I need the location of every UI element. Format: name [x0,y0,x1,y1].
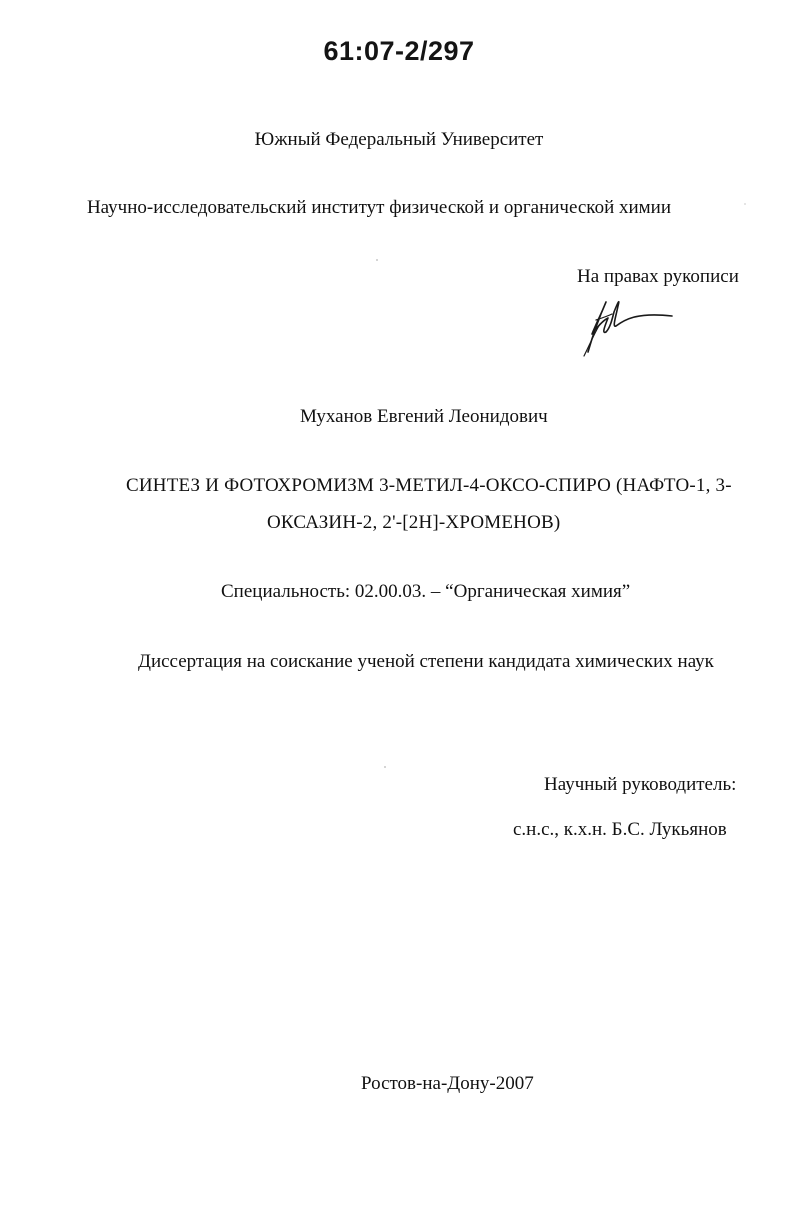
city-year: Ростов-на-Дону-2007 [361,1073,534,1094]
scan-speck [744,203,746,205]
university-name: Южный Федеральный Университет [254,129,544,150]
specialty: Специальность: 02.00.03. – “Органическая химия” [221,581,631,602]
author-name: Муханов Евгений Леонидович [300,406,548,427]
manuscript-note: На правах рукописи [577,266,739,287]
supervisor-label: Научный руководитель: [544,774,737,795]
thesis-title-line-2: ОКСАЗИН-2, 2'-[2Н]-ХРОМЕНОВ) [267,512,561,533]
scan-speck [384,766,386,768]
supervisor-name: с.н.с., к.х.н. Б.С. Лукьянов [513,819,727,840]
archive-code-stamp: 61:07-2/297 [323,36,475,66]
dissertation-type: Диссертация на соискание ученой степени кандидата химических наук [138,651,714,672]
signature-icon [572,290,682,360]
thesis-title-line-1: СИНТЕЗ И ФОТОХРОМИЗМ 3-МЕТИЛ-4-ОКСО-СПИРО (НАФТО-1, 3- [126,475,732,496]
institute-name: Научно-исследовательский институт физической и органической химии [86,197,672,218]
scan-speck [376,259,378,261]
